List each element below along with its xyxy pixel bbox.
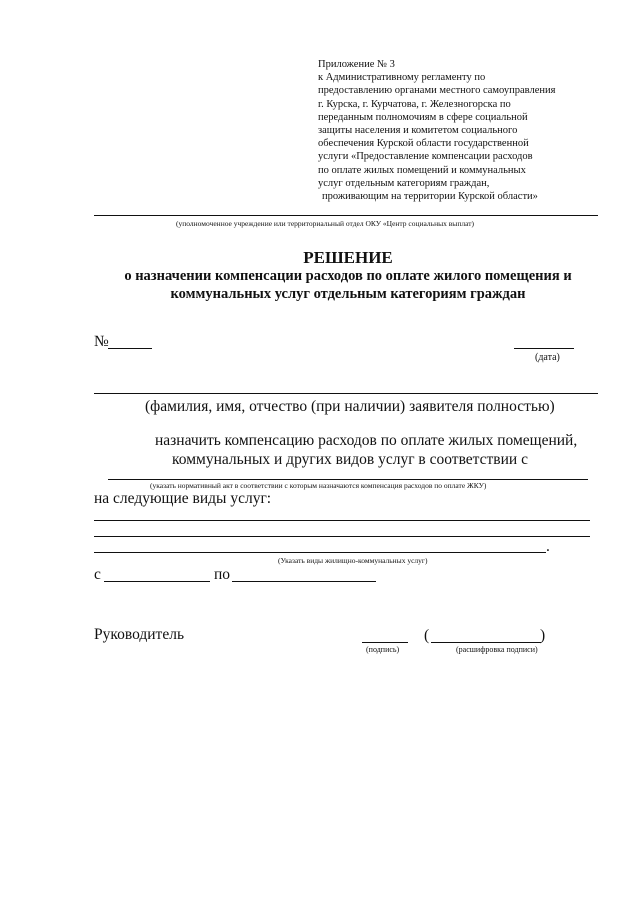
- decision-title: РЕШЕНИЕ: [303, 248, 393, 267]
- services-line-2[interactable]: [94, 536, 590, 537]
- signature-caption: (подпись): [366, 645, 400, 654]
- signature-decode-field[interactable]: [431, 642, 541, 643]
- legal-act-caption: (указать нормативный акт в соответствии с которым назначаются компенсация расходов по оплате ЖКУ): [150, 481, 487, 490]
- number-field[interactable]: [108, 348, 152, 349]
- annex-line: Приложение № 3: [318, 59, 395, 70]
- annex-line: обеспечения Курской области государственной: [318, 138, 529, 150]
- annex-line: по оплате жилых помещений и коммунальных: [318, 164, 526, 176]
- date-caption: (дата): [535, 352, 560, 363]
- assign-line-1: назначить компенсацию расходов по оплате жилых помещений,: [155, 432, 578, 449]
- period-to-label: по: [214, 566, 231, 583]
- applicant-caption: (фамилия, имя, отчество (при наличии) заявителя полностью): [145, 398, 555, 415]
- signature-field[interactable]: [362, 642, 408, 643]
- annex-line: к Административному регламенту по: [318, 72, 486, 84]
- assign-line-2: коммунальных и других видов услуг в соответствии с: [172, 451, 528, 468]
- organization-caption: (уполномоченное учреждение или территориальный отдел ОКУ «Центр социальных выплат): [176, 219, 475, 228]
- signature-decode-close: ): [540, 627, 546, 644]
- annex-line: услуг отдельным категориям граждан,: [318, 177, 490, 189]
- annex-line: переданным полномочиям в сфере социальной: [318, 111, 528, 123]
- number-label: №: [94, 333, 109, 350]
- services-line-3[interactable]: [94, 552, 546, 553]
- services-label: на следующие виды услуг:: [94, 490, 272, 507]
- period-to-field[interactable]: [232, 581, 376, 582]
- period-from-label: с: [94, 566, 101, 583]
- signature-decode-caption: (расшифровка подписи): [456, 645, 538, 654]
- applicant-line[interactable]: [94, 393, 598, 394]
- services-period-end: .: [546, 538, 550, 555]
- annex-line: защиты населения и комитетом социального: [318, 125, 518, 137]
- annex-line: услуги «Предоставление компенсации расходов: [318, 151, 533, 163]
- decision-subtitle-1: о назначении компенсации расходов по оплате жилого помещения и: [124, 268, 572, 284]
- date-field[interactable]: [514, 348, 574, 349]
- annex-line: предоставлению органами местного самоуправления: [318, 85, 556, 97]
- annex-header: [318, 58, 618, 203]
- legal-act-line[interactable]: [108, 479, 588, 480]
- services-caption: (Указать виды жилищно-коммунальных услуг): [278, 556, 428, 565]
- annex-line: проживающим на территории Курской области»: [322, 191, 538, 203]
- decision-subtitle-2: коммунальных услуг отдельным категориям граждан: [170, 286, 526, 302]
- signature-decode-open: (: [424, 627, 430, 644]
- annex-line: г. Курска, г. Курчатова, г. Железногорска по: [318, 98, 511, 110]
- services-line-1[interactable]: [94, 520, 590, 521]
- period-from-field[interactable]: [104, 581, 210, 582]
- head-label: Руководитель: [94, 626, 185, 643]
- organization-line[interactable]: [94, 215, 598, 216]
